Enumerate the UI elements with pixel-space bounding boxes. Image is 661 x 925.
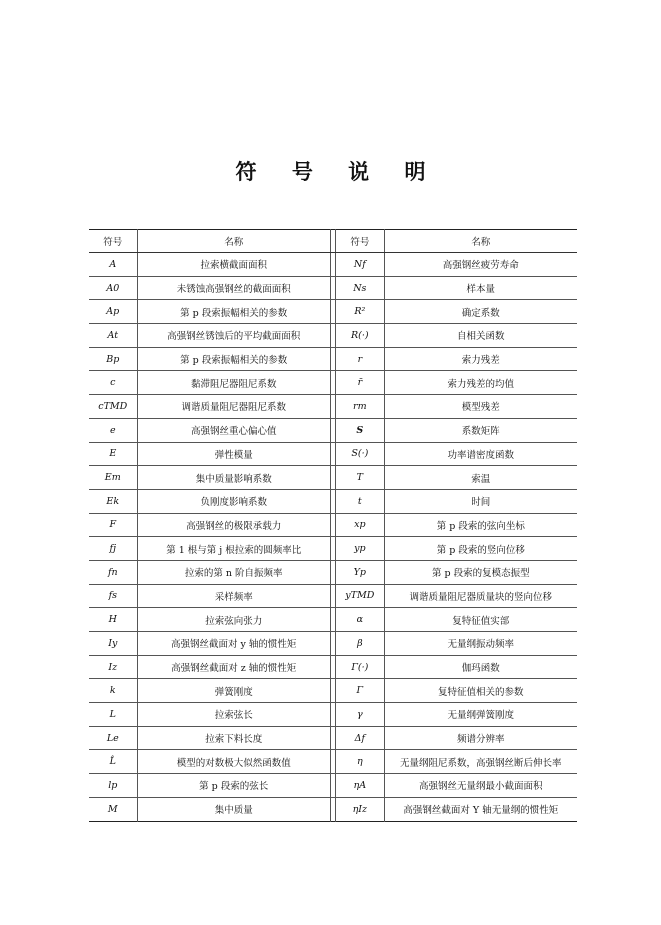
name-cell: 负刚度影响系数	[200, 497, 267, 509]
table-row	[89, 276, 577, 300]
name-cell: 模型的对数极大似然函数值	[176, 757, 291, 769]
header-symbol-2: 符号	[336, 230, 385, 253]
symbol-cell: xp	[336, 513, 385, 537]
name-cell: 高强钢丝截面对 Y 轴无量纲的惯性矩	[403, 805, 559, 817]
symbol-cell: c	[89, 371, 137, 395]
name-cell: 高强钢丝锈蚀后的平均截面面积	[167, 331, 301, 343]
symbol-cell: Ek	[89, 489, 137, 513]
table-row	[89, 253, 577, 277]
symbol-cell: yTMD	[336, 584, 385, 608]
symbol-cell: yp	[336, 537, 385, 561]
symbol-cell: Em	[89, 466, 137, 490]
symbol-cell: Δf	[336, 726, 385, 750]
name-cell: 确定系数	[461, 307, 500, 319]
name-cell: 调谐质量阻尼器质量块的竖向位移	[409, 591, 553, 603]
name-cell: 无量纲振动频率	[447, 639, 515, 651]
table-row	[89, 608, 577, 632]
name-cell: 第 p 段索的弦向坐标	[436, 520, 525, 532]
symbol-cell: L̂	[89, 750, 137, 774]
symbol-cell: Le	[89, 726, 137, 750]
symbol-cell: e	[89, 418, 137, 442]
name-cell: 高强钢丝截面对 y 轴的惯性矩	[171, 639, 297, 651]
name-cell: 高强钢丝疲劳寿命	[442, 260, 519, 272]
name-cell: 高强钢丝的极限承载力	[186, 520, 282, 532]
name-cell: 伽玛函数	[461, 663, 500, 675]
table-row	[89, 442, 577, 466]
name-cell: 第 1 根与第 j 根拉索的圆频率比	[166, 544, 302, 556]
symbol-cell: Ap	[89, 300, 137, 324]
table-row	[89, 489, 577, 513]
table-row	[89, 466, 577, 490]
symbol-cell: k	[89, 679, 137, 703]
name-cell: 无量纲阻尼系数，高强钢丝断后伸长率	[400, 757, 562, 769]
name-cell: 拉索弦向张力	[205, 615, 263, 627]
name-cell: 第 p 段索振幅相关的参数	[180, 355, 288, 367]
symbol-cell: A0	[89, 276, 137, 300]
table-row	[89, 655, 577, 679]
symbol-cell: cTMD	[89, 395, 137, 419]
table-row	[89, 797, 577, 821]
symbol-table	[89, 229, 577, 822]
name-cell: 调谐质量阻尼器阻尼系数	[181, 402, 286, 414]
symbol-cell: fs	[89, 584, 137, 608]
symbol-cell: t	[336, 489, 385, 513]
table-row	[89, 726, 577, 750]
symbol-cell: L	[89, 703, 137, 727]
symbol-cell: Ns	[336, 276, 385, 300]
symbol-cell: r	[336, 347, 385, 371]
table-row	[89, 679, 577, 703]
table-row	[89, 300, 577, 324]
symbol-cell: Nf	[336, 253, 385, 277]
name-cell: 第 p 段索的复模态振型	[432, 568, 530, 580]
symbol-cell: β	[336, 632, 385, 656]
name-cell: 采样频率	[214, 591, 253, 603]
table-row	[89, 537, 577, 561]
symbol-cell: ηIz	[336, 797, 385, 821]
name-cell: 高强钢丝重心偏心值	[190, 426, 277, 438]
symbol-cell: R²	[336, 300, 385, 324]
table-row	[89, 560, 577, 584]
symbol-cell: fn	[89, 560, 137, 584]
symbol-cell: At	[89, 324, 137, 348]
header-symbol-1: 符号	[89, 230, 137, 253]
name-cell: 模型残差	[461, 402, 500, 414]
symbol-cell: rm	[336, 395, 385, 419]
name-cell: 索力残差	[461, 355, 500, 367]
symbol-cell: Γ(·)	[336, 655, 385, 679]
name-cell: 自相关函数	[457, 331, 505, 343]
symbol-cell: Γ	[336, 679, 385, 703]
symbol-cell: R(·)	[336, 324, 385, 348]
name-cell: 高强钢丝截面对 z 轴的惯性矩	[171, 663, 297, 675]
name-cell: 无量纲弹簧刚度	[447, 710, 515, 722]
name-cell: 拉索横截面面积	[200, 260, 267, 272]
symbol-cell: F	[89, 513, 137, 537]
name-cell: 拉索下料长度	[205, 734, 263, 746]
table-header-row	[89, 230, 577, 253]
symbol-cell: γ	[336, 703, 385, 727]
symbol-cell: lp	[89, 774, 137, 798]
symbol-cell: S	[336, 418, 385, 442]
symbol-cell: H	[89, 608, 137, 632]
table-row	[89, 584, 577, 608]
name-cell: 复特征值实部	[452, 615, 510, 627]
table-row	[89, 347, 577, 371]
name-cell: 索力残差的均值	[447, 378, 515, 390]
symbol-cell: Iz	[89, 655, 137, 679]
name-cell: 样本量	[466, 284, 496, 296]
symbol-cell: E	[89, 442, 137, 466]
name-cell: 弹性模量	[214, 449, 253, 461]
symbol-cell: ηA	[336, 774, 385, 798]
name-cell: 索温	[471, 473, 491, 485]
table-row	[89, 324, 577, 348]
name-cell: 高强钢丝无量纲最小截面面积	[419, 781, 543, 793]
symbol-cell: Yp	[336, 560, 385, 584]
symbol-cell: fj	[89, 537, 137, 561]
symbol-cell: A	[89, 253, 137, 277]
header-name-1: 名称	[137, 230, 330, 253]
name-cell: 未锈蚀高强钢丝的截面面积	[176, 284, 291, 296]
table-row	[89, 395, 577, 419]
table-row	[89, 632, 577, 656]
symbol-cell: r̄	[336, 371, 385, 395]
name-cell: 第 p 段索振幅相关的参数	[180, 307, 288, 319]
symbol-cell: S(·)	[336, 442, 385, 466]
table-row	[89, 750, 577, 774]
symbol-cell: Iy	[89, 632, 137, 656]
name-cell: 黏滞阻尼器阻尼系数	[190, 378, 277, 390]
name-cell: 系数矩阵	[461, 426, 500, 438]
symbol-cell: α	[336, 608, 385, 632]
table-row	[89, 513, 577, 537]
name-cell: 复特征值相关的参数	[438, 686, 524, 698]
name-cell: 功率谱密度函数	[447, 449, 515, 461]
symbol-cell: M	[89, 797, 137, 821]
name-cell: 第 p 段索的弦长	[199, 781, 269, 793]
table-body	[89, 253, 577, 822]
table-row	[89, 703, 577, 727]
name-cell: 第 p 段索的竖向位移	[436, 544, 525, 556]
symbol-cell: Bp	[89, 347, 137, 371]
table-row	[89, 371, 577, 395]
name-cell: 频谱分辨率	[457, 734, 505, 746]
name-cell: 拉索的第 n 阶自振频率	[184, 568, 283, 580]
symbol-cell: η	[336, 750, 385, 774]
page-title: 符 号 说 明	[235, 159, 440, 184]
header-name-2: 名称	[384, 230, 577, 253]
name-cell: 集中质量影响系数	[195, 473, 272, 485]
table-row	[89, 774, 577, 798]
table-row	[89, 418, 577, 442]
symbol-cell: T	[336, 466, 385, 490]
name-cell: 拉索弦长	[214, 710, 253, 722]
name-cell: 弹簧刚度	[214, 686, 253, 698]
name-cell: 时间	[471, 497, 491, 509]
name-cell: 集中质量	[214, 805, 253, 817]
